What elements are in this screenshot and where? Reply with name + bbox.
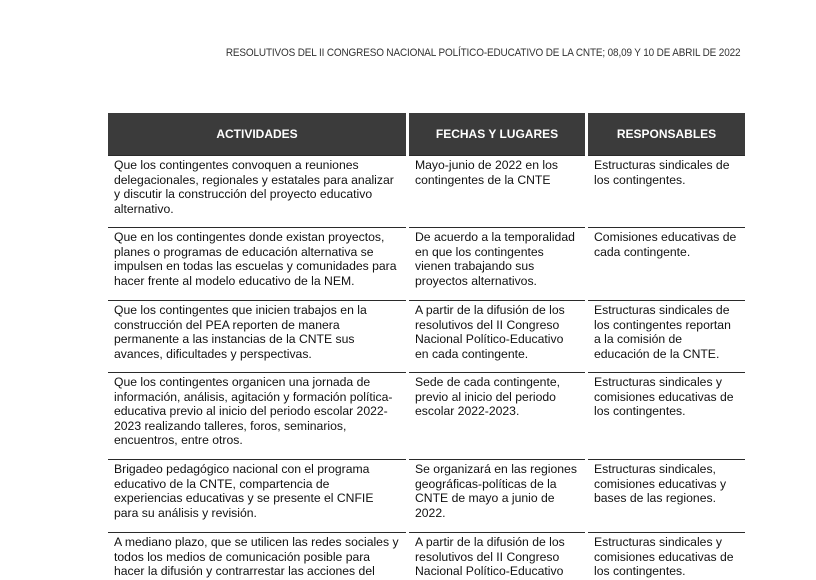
- table-row: [108, 459, 745, 532]
- table-row: [108, 372, 745, 459]
- table-header-row: [108, 113, 745, 155]
- running-header: RESOLUTIVOS DEL II CONGRESO NACIONAL POLÍTICO-EDUCATIVO DE LA CNTE; 08,09 Y 10 DE ABRIL DE 2022: [225, 47, 740, 59]
- cell-actividad: Que en los contingentes donde existan proyectos, planes o programas de educación alternativa se impulsen en todas las escuelas y comunidades para hacer frente al modelo educativo de la NEM.: [108, 227, 406, 300]
- cell-responsables: Estructuras sindicales, comisiones educativas y bases de las regiones.: [588, 459, 745, 532]
- table-row: [108, 300, 745, 372]
- table-row: [108, 155, 745, 227]
- cell-fechas: A partir de la difusión de los resolutivos del II Congreso Nacional Político-Educativo: [409, 532, 585, 580]
- cell-actividad: Que los contingentes organicen una jornada de información, análisis, agitación y formación política-educativa previo al inicio del periodo escolar 2022-2023 realizando talleres, foros, seminarios, encuentros, entre otros.: [108, 372, 406, 459]
- cell-fechas: Se organizará en las regiones geográficas-políticas de la CNTE de mayo a junio de 2022.: [409, 459, 585, 532]
- column-header-actividades: ACTIVIDADES: [108, 113, 406, 155]
- table-row: [108, 227, 745, 300]
- cell-fechas: Mayo-junio de 2022 en los contingentes de la CNTE: [409, 155, 585, 227]
- cell-actividad: Que los contingentes convoquen a reuniones delegacionales, regionales y estatales para analizar y discutir la construcción del proyecto educativo alternativo.: [108, 155, 406, 227]
- cell-fechas: De acuerdo a la temporalidad en que los contingentes vienen trabajando sus proyectos alternativos.: [409, 227, 585, 300]
- cell-actividad: A mediano plazo, que se utilicen las redes sociales y todos los medios de comunicación posible para hacer la difusión y contrarrestar las acciones del: [108, 532, 406, 580]
- column-header-responsables: RESPONSABLES: [588, 113, 745, 155]
- cell-fechas: Sede de cada contingente, previo al inicio del periodo escolar 2022-2023.: [409, 372, 585, 459]
- cell-actividad: Que los contingentes que inicien trabajos en la construcción del PEA reporten de manera permanente a las instancias de la CNTE sus avances, dificultades y perspectivas.: [108, 300, 406, 372]
- cell-responsables: Estructuras sindicales y comisiones educativas de los contingentes.: [588, 372, 745, 459]
- table-row: [108, 532, 745, 580]
- cell-fechas: A partir de la difusión de los resolutivos del II Congreso Nacional Político-Educativo en cada contingente.: [409, 300, 585, 372]
- resolutions-table: [105, 113, 748, 580]
- cell-actividad: Brigadeo pedagógico nacional con el programa educativo de la CNTE, compartencia de experiencias educativas y se presente el CNFIE para su análisis y revisión.: [108, 459, 406, 532]
- cell-responsables: Estructuras sindicales de los contingentes.: [588, 155, 745, 227]
- cell-responsables: Estructuras sindicales de los contingentes reportan a la comisión de educación de la CNTE.: [588, 300, 745, 372]
- cell-responsables: Estructuras sindicales y comisiones educativas de los contingentes.: [588, 532, 745, 580]
- cell-responsables: Comisiones educativas de cada contingente.: [588, 227, 745, 300]
- column-header-fechas-y-lugares: FECHAS Y LUGARES: [409, 113, 585, 155]
